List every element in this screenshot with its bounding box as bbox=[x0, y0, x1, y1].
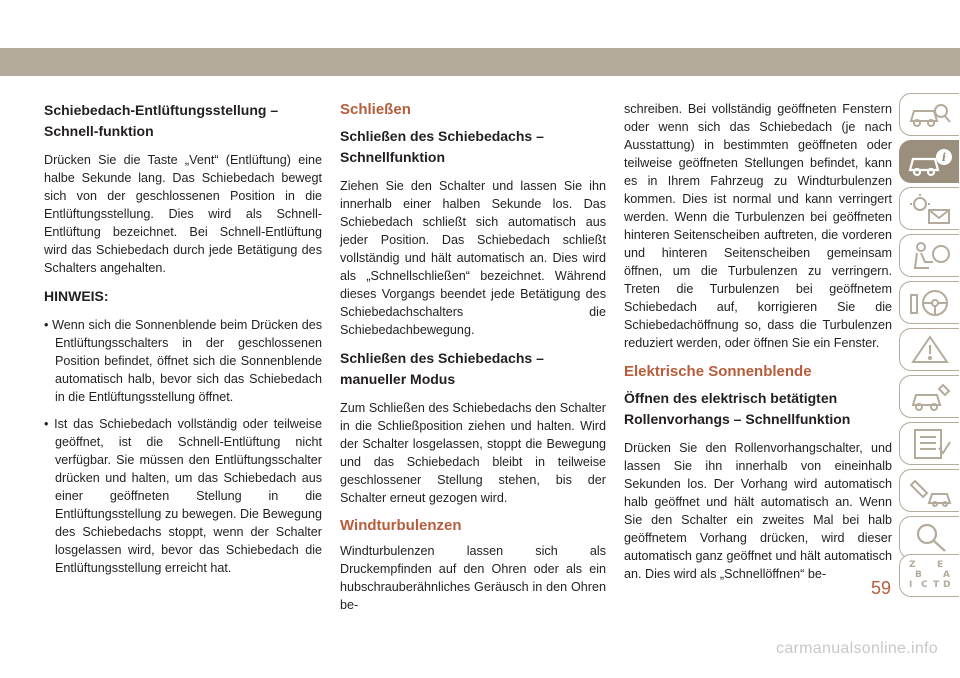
note-bullet-2: • Ist das Schiebedach vollständig oder teilweise geöffnet, ist die Schnell-Entlüftung nicht verfügbar. Sie müssen den Entlüftungsschalter drücken und halten, um das Schiebedach aus einer geöffneten Stellung in die Entlüftungsstellung zu bewegen. Die Bewegung des Schiebedachs stoppt, wenn der Schalter losgelassen wird, bevor das Schiebedach die Entlüftungsstellung erreicht hat. bbox=[44, 417, 322, 575]
chapter-tab-2[interactable] bbox=[899, 140, 959, 183]
page-number: 59 bbox=[870, 578, 892, 598]
index-letter: C bbox=[921, 580, 928, 590]
note-label: HINWEIS: bbox=[44, 288, 109, 304]
chapter-tab-5[interactable] bbox=[899, 281, 959, 324]
airbag-seat-icon bbox=[907, 240, 953, 272]
car-search-icon bbox=[907, 99, 953, 131]
section-heading-sunshade: Elektrische Sonnenblende bbox=[624, 363, 812, 380]
heading-vent-quick: Schiebedach-Entlüftungsstellung – Schnell-funktion bbox=[44, 102, 279, 139]
road-warning-icon bbox=[907, 334, 953, 366]
index-letter: Z bbox=[909, 560, 916, 570]
lights-message-icon bbox=[907, 193, 953, 225]
index-letter: A bbox=[943, 570, 950, 580]
checklist-icon bbox=[907, 428, 953, 460]
chapter-tab-9[interactable] bbox=[899, 469, 959, 512]
watermark: carmanualsonline.info bbox=[776, 640, 938, 657]
chapter-tab-11[interactable] bbox=[899, 554, 959, 597]
index-letter: B bbox=[915, 570, 922, 580]
heading-close-manual: Schließen des Schiebedachs – manueller Modus bbox=[340, 350, 544, 387]
car-info-icon bbox=[907, 146, 953, 178]
chapter-tab-3[interactable] bbox=[899, 187, 959, 230]
header-color-strip bbox=[0, 48, 960, 76]
index-letter: D bbox=[943, 580, 951, 590]
header-band bbox=[0, 0, 960, 76]
paragraph-close-manual: Zum Schließen des Schiebedachs den Schalter in die Schließposition ziehen und halten. Wird der Schalter losgelassen, stoppt die Bewegung und das Schiebedach bleibt in teilweise geschlossener Stellung stehen, bis der Schalter erneut gezogen wird. bbox=[340, 401, 606, 505]
section-heading-closing: Schließen bbox=[340, 101, 411, 118]
search-magnifier-icon bbox=[907, 522, 953, 554]
paragraph-wind: Windturbulenzen lassen sich als Druckempfinden auf den Ohren oder als ein hubschrauberähnliches Geräusch in den Ohren be- bbox=[340, 544, 606, 612]
index-letter: I bbox=[909, 580, 913, 590]
chapter-tab-6[interactable] bbox=[899, 328, 959, 371]
car-tools-icon bbox=[907, 381, 953, 413]
chapter-tab-4[interactable] bbox=[899, 234, 959, 277]
note-bullet-1: • Wenn sich die Sonnenblende beim Drücken des Entlüftungsschalters in der geschlossenen Position befindet, öffnet sich die Sonnenblende automatisch halb, bevor sich das Schiebedach in die Entlüftungsstellung öffnet. bbox=[44, 318, 322, 404]
column-middle bbox=[340, 100, 606, 623]
column-left bbox=[44, 100, 322, 586]
steering-wheel-icon bbox=[907, 287, 953, 319]
paragraph-sunshade: Drücken Sie den Rollenvorhangschalter, und lassen Sie ihn innerhalb von eineinhalb Sekunden los. Der Vorhang wird automatisch halb geöffnet und hält automatisch an. Wenn Sie den Schalter ein zweites Mal bei halb geöffnetem Vorhang drücken, wird dieser automatisch ganz geöffnet und hält automatisch an. Dies wird als „Schnellöffnen“ be- bbox=[624, 441, 892, 581]
chapter-tab-10[interactable] bbox=[899, 516, 959, 559]
index-letter: T bbox=[933, 580, 940, 590]
wrench-car-icon bbox=[907, 475, 953, 507]
heading-sunshade-open: Öffnen des elektrisch betätigten Rollenvorhangs – Schnellfunktion bbox=[624, 390, 851, 427]
column-right bbox=[624, 100, 892, 592]
section-heading-wind: Windturbulenzen bbox=[340, 517, 462, 534]
svg-text:i: i bbox=[941, 151, 947, 164]
alphabet-index-icon bbox=[907, 560, 953, 592]
paragraph-vent: Drücken Sie die Taste „Vent“ (Entlüftung) eine halbe Sekunde lang. Das Schiebedach bewegt sich von der geschlossenen Position in die Entlüftungsstellung. Dies wird als Schnell-Entlüftung bezeichnet. Bei Schnell-Entlüftung wird das Schiebedach durch jede Betätigung des Schalters angehalten. bbox=[44, 153, 322, 275]
chapter-tab-8[interactable] bbox=[899, 422, 959, 465]
chapter-tab-1[interactable] bbox=[899, 93, 959, 136]
paragraph-wind-continued: schreiben. Bei vollständig geöffneten Fenstern oder wenn sich das Schiebedach (je nach Ausstattung) in bestimmten geöffneten oder teilweise geöffneten Stellungen befindet, kann es in Ihrem Fahrzeug zu Windturbulenzen kommen. Dies ist normal und kann verringert werden. Wenn die Turbulenzen bei geöffneten hinteren Seitenscheiben auftreten, die vorderen und hinteren Seitenscheiben gemeinsam öffnen, um die Turbulenzen zu verringern. Treten die Turbulenzen bei geöffnetem Schiebedach auf, korrigieren Sie die Schiebedachöffnung so, dass die Turbulenzen reduziert werden, oder öffnen Sie ein Fenster. bbox=[624, 102, 892, 350]
chapter-tabs bbox=[893, 93, 960, 597]
chapter-tab-7[interactable] bbox=[899, 375, 959, 418]
index-letter: E bbox=[937, 560, 944, 570]
heading-close-quick: Schließen des Schiebedachs – Schnellfunktion bbox=[340, 128, 544, 165]
paragraph-close-quick: Ziehen Sie den Schalter und lassen Sie ihn innerhalb einer halben Sekunde los. Das Schiebedach schließt sich automatisch aus jeder Position. Das Schiebedach schließt vollständig und hält automatisch an. Dies wird als „Schnellschließen“ bezeichnet. Während dieses Vorgangs beendet jede Betätigung des Schiebedachschalters die Schiebedachbewegung. bbox=[340, 179, 606, 337]
